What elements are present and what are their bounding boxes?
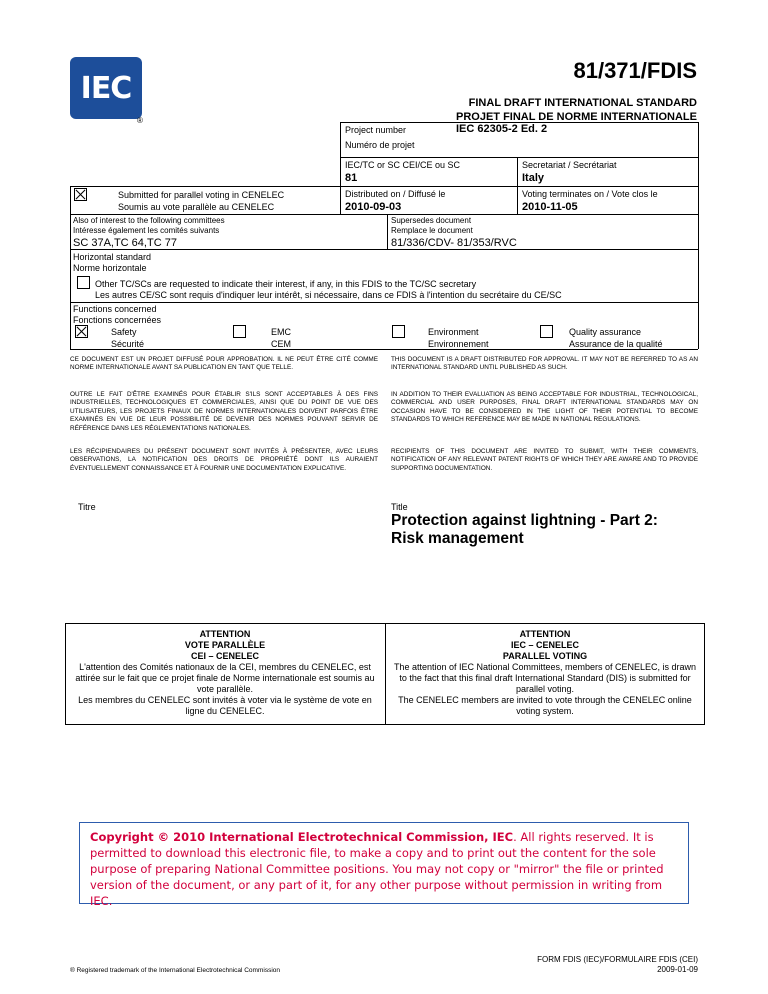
copyright-text: . All rights reserved. It is permitted to download this electronic file, to make a copy and to print out the content for the sole purpose of preparing National Committee positions. You may not copy or "mirror" the file or printed version of the document, or any part of it, for any other purpose without permission in writing from IEC. [90, 830, 664, 908]
registered-mark: ® [137, 116, 143, 125]
footer-form-date: 2009-01-09 [657, 965, 698, 974]
function-environment-label: Environment [428, 327, 479, 337]
parallel-voting-checkbox[interactable] [74, 188, 87, 201]
function-environment-label-fr: Environnement [428, 339, 489, 349]
attention-en-heading: ATTENTION [519, 629, 571, 639]
attention-fr-subheading-2: CEI – CENELEC [190, 651, 259, 661]
attention-fr [70, 624, 380, 724]
document-title: Protection against lightning - Part 2: Risk management [391, 512, 658, 547]
attention-fr-heading: ATTENTION [199, 629, 251, 639]
title-fr-label: Titre [78, 502, 96, 512]
copyright-holder: Copyright © 2010 International Electrotechnical Commission, IEC [90, 830, 514, 844]
function-emc-label: EMC [271, 327, 291, 337]
footer-trademark: ® Registered trademark of the International Electrotechnical Commission [70, 967, 280, 974]
attention-fr-body: L'attention des Comités nationaux de la CEI, membres du CENELEC, est attirée sur le fait que ce projet finale de Norme internationale est soumis au vote parallèle. Les membres du CENELEC sont invités à voter via le système de vote en ligne du CENELEC. [75, 662, 375, 716]
rule [387, 214, 388, 249]
standard-title-fr: PROJET FINAL DE NORME INTERNATIONALE [456, 111, 697, 123]
secretariat-value: Italy [522, 172, 545, 184]
supersedes-label-fr: Remplace le document [391, 226, 473, 235]
committee-value: 81 [345, 172, 358, 184]
standard-title-en: FINAL DRAFT INTERNATIONAL STANDARD [468, 97, 697, 109]
function-quality-label: Quality assurance [569, 327, 642, 337]
copyright-notice [79, 822, 689, 908]
function-quality-label-fr: Assurance de la qualité [569, 339, 663, 349]
supersedes-label-en: Supersedes document [391, 216, 472, 225]
disclaimer-en-3: RECIPIENTS OF THIS DOCUMENT ARE INVITED TO SUBMIT, WITH THEIR COMMENTS, NOTIFICATION OF ANY RELEVANT PATENT RIGHTS OF WHICH THEY ARE AWARE AND TO PROVIDE SUPPORTING DOCUMENTATION. [391, 448, 698, 472]
disclaimer-en-2: IN ADDITION TO THEIR EVALUATION AS BEING ACCEPTABLE FOR INDUSTRIAL, TECHNOLOGICAL, COMMERCIAL AND USER PURPOSES, FINAL DRAFT INTERNATIONAL STANDARDS MAY ON OCCASION HAVE TO BE CONSIDERED IN THE LIGHT OF THEIR POTENTIAL TO BECOME STANDARDS TO WHICH REFERENCE MAY BE MADE IN NATIONAL REGULATIONS. [391, 391, 698, 424]
attention-en-subheading: IEC – CENELEC [510, 640, 579, 650]
emc-checkbox[interactable] [233, 325, 246, 338]
disclaimer-fr-1: CE DOCUMENT EST UN PROJET DIFFUSÉ POUR APPROBATION. IL NE PEUT ÊTRE CITÉ COMME NORME INTERNATIONALE AVANT SA PUBLICATION EN TANT QUE TELLE. [70, 356, 378, 372]
functions-label-fr: Fonctions concernées [73, 315, 162, 325]
horizontal-note-en: Other TC/SCs are requested to indicate their interest, if any, in this FDIS to the TC/SC secretary [95, 279, 477, 289]
rule [70, 302, 698, 303]
distributed-label: Distributed on / Diffusé le [345, 189, 446, 199]
attention-en [390, 624, 700, 724]
voting-terminates-label: Voting terminates on / Vote clos le [522, 189, 658, 199]
disclaimer-en-1: THIS DOCUMENT IS A DRAFT DISTRIBUTED FOR APPROVAL. IT MAY NOT BE REFERRED TO AS AN INTERNATIONAL STANDARD UNTIL PUBLISHED AS SUCH. [391, 356, 698, 372]
disclaimer-fr-2: OUTRE LE FAIT D'ÊTRE EXAMINÉS POUR ÉTABLIR S'ILS SONT ACCEPTABLES À DES FINS INDUSTRIELLES, TECHNOLOGIQUES ET COMMERCIALES, AINSI QUE DU POINT DE VUE DES UTILISATEURS, LES PROJETS FINAUX DE NORMES INTERNATIONALES DOIVENT PARFOIS ÊTRE EXAMINÉS EN VUE DE LEUR POSSIBILITÉ DE DEVENIR DES NORMES POUVANT SERVIR DE RÉFÉRENCE DANS LES RÉGLEMENTATIONS NATIONALES. [70, 391, 378, 432]
rule [70, 186, 698, 187]
secretariat-label: Secretariat / Secrétariat [522, 160, 617, 170]
voting-terminates-value: 2010-11-05 [522, 201, 578, 213]
horizontal-standard-label: Horizontal standard [73, 252, 152, 262]
attention-box [65, 623, 705, 725]
functions-label: Functions concerned [73, 304, 157, 314]
committee-label: IEC/TC or SC CEI/CE ou SC [345, 160, 461, 170]
attention-en-subheading-2: PARALLEL VOTING [502, 651, 588, 661]
footer-form-name: FORM FDIS (IEC)/FORMULAIRE FDIS (CEI) [537, 955, 698, 964]
disclaimer-fr-3: LES RÉCIPIENDAIRES DU PRÉSENT DOCUMENT SONT INVITÉS À PRÉSENTER, AVEC LEURS OBSERVATIONS, LA NOTIFICATION DES DROITS DE PROPRIÉTÉ DONT ILS AURAIENT ÉVENTUELLEMENT CONNAISSANCE ET À FOURNIR UNE DOCUMENTATION EXPLICATIVE. [70, 448, 378, 472]
also-interest-label-fr: Intéresse également les comités suivants [73, 226, 220, 235]
rule [698, 122, 699, 349]
supersedes-value: 81/336/CDV- 81/353/RVC [391, 237, 517, 249]
also-interest-label-en: Also of interest to the following committees [73, 216, 225, 225]
rule [70, 249, 698, 250]
quality-assurance-checkbox[interactable] [540, 325, 553, 338]
rule [340, 122, 341, 214]
horizontal-note-fr: Les autres CE/SC sont requis d'indiquer leur intérêt, si nécessaire, dans ce FDIS à l'intention du secrétaire du CE/SC [95, 290, 562, 300]
footer-form [537, 955, 698, 975]
distributed-value: 2010-09-03 [345, 201, 402, 213]
parallel-voting-label-en: Submitted for parallel voting in CENELEC [118, 190, 285, 200]
environment-checkbox[interactable] [392, 325, 405, 338]
function-emc-label-fr: CEM [271, 339, 291, 349]
standard-title [456, 96, 697, 124]
document-number: 81/371/FDIS [573, 58, 697, 83]
horizontal-standard-checkbox[interactable] [77, 276, 90, 289]
also-interest-value: SC 37A,TC 64,TC 77 [73, 237, 177, 249]
project-number-label-fr: Numéro de projet [345, 140, 415, 150]
title-en-label: Title [391, 502, 408, 512]
horizontal-standard-label-fr: Norme horizontale [73, 263, 147, 273]
project-number-value: IEC 62305-2 Ed. 2 [456, 123, 548, 135]
attention-en-body: The attention of IEC National Committees, members of CENELEC, is drawn to the fact that this final draft International Standard (DIS) is submitted for parallel voting. The CENELEC members are invited to vote through the CENELEC online voting system. [393, 662, 697, 716]
function-safety-label-fr: Sécurité [111, 339, 145, 349]
attention-fr-subheading: VOTE PARALLÈLE [184, 640, 266, 650]
function-safety-label: Safety [111, 327, 137, 337]
rule [70, 186, 71, 349]
rule [340, 157, 698, 158]
iec-logo: IEC [70, 57, 142, 119]
parallel-voting-label-fr: Soumis au vote parallèle au CENELEC [118, 202, 275, 212]
rule [385, 624, 386, 724]
project-number-label: Project number [345, 125, 407, 135]
safety-checkbox[interactable] [75, 325, 88, 338]
rule [70, 214, 698, 215]
